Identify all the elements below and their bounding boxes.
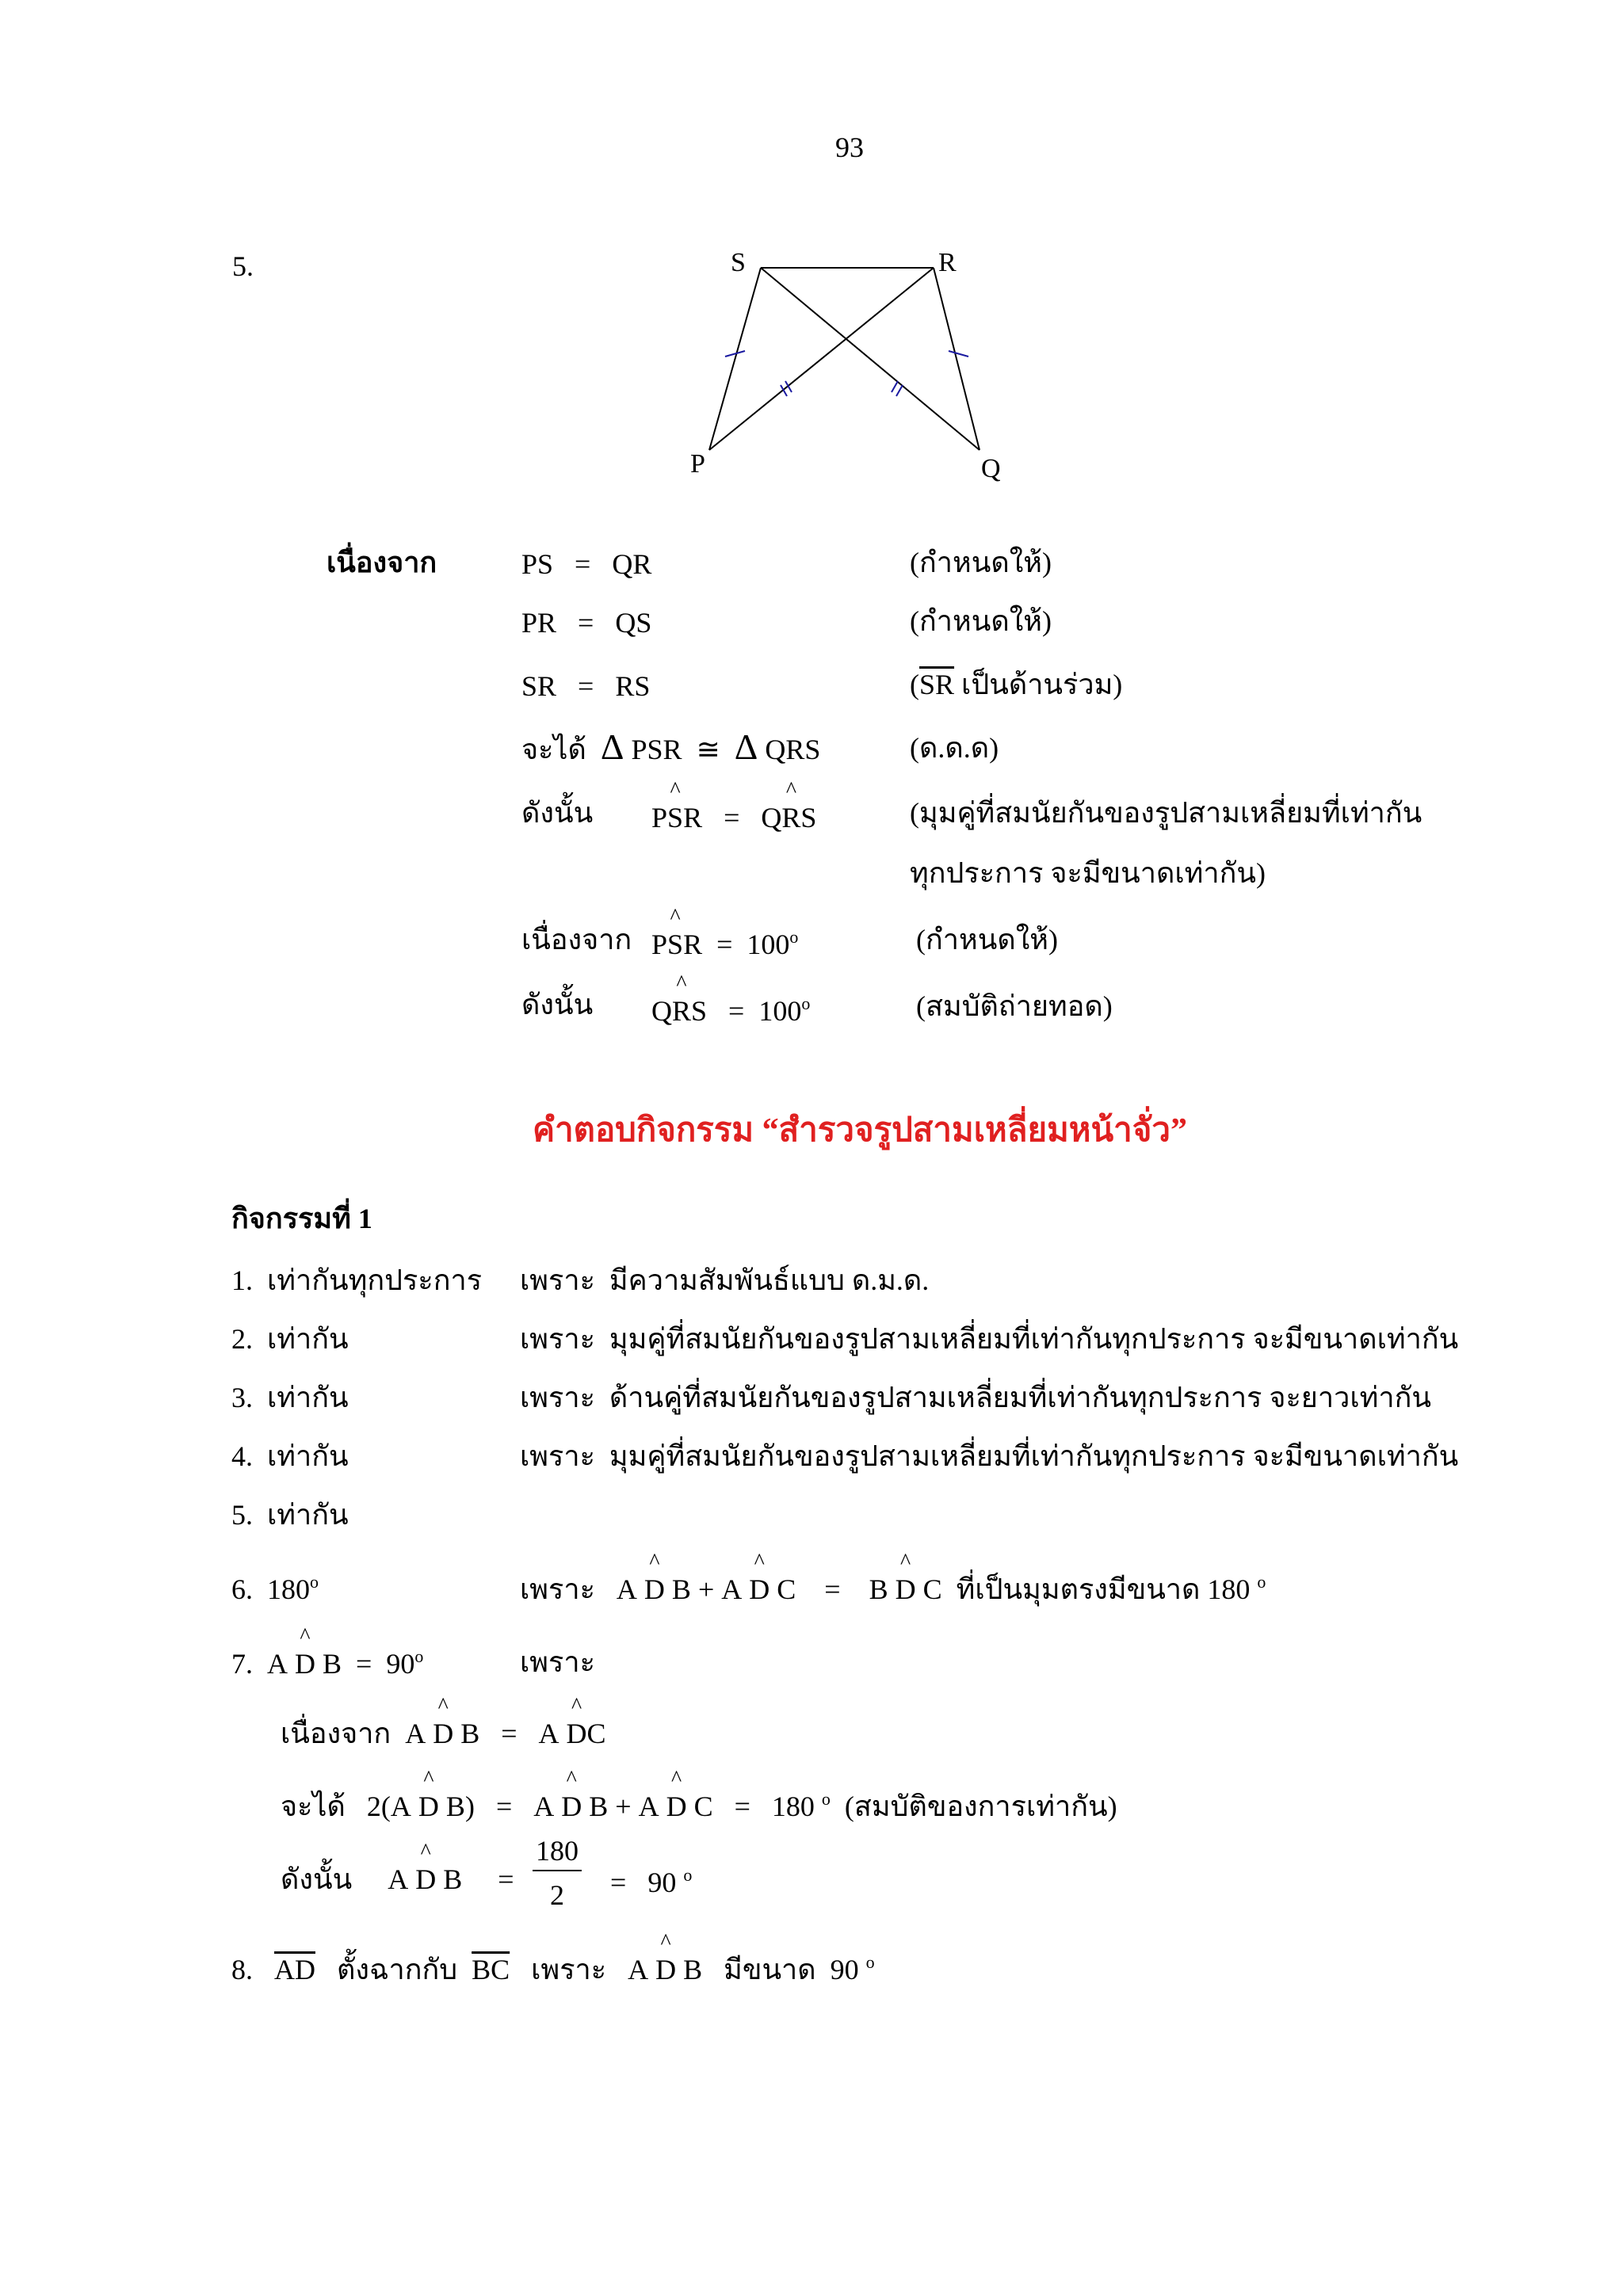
given-angle-label: เนื่องจาก [521,924,632,955]
segment-sq [761,268,980,450]
item-7-line-2: จะได้ 2(A ^ D B) = A ^ D B + A ^ D C = 180 $^o$ (สมบัติของการเท่ากัน) [281,1791,1117,1821]
item-3-reason: เพราะ ด้านคู่ที่สมนัยกันของรูปสามเหลี่ยมที่เท่ากันทุกประการ จะยาวเท่ากัน [520,1382,1431,1413]
segment-pr [709,268,934,450]
tick-rq [949,351,968,357]
item-5: 5. เท่ากัน [231,1499,349,1531]
section-title: คำตอบกิจกรรม “สำรวจรูปสามเหลี่ยมหน้าจั่ว” [533,1112,1187,1149]
item-7-result: = 90 $^o$ [610,1865,693,1898]
item-6: 6. 180$^o$ [231,1572,319,1605]
item-6-reason: เพราะ A ^ D B + A ^ D C = B ^ D C ที่เป็นมุมตรงมีขนาด 180 $^o$ [520,1573,1266,1604]
segment-bc: $\overline{BC}$ [472,1954,510,1985]
reason-corresponding-2: ทุกประการ จะมีขนาดเท่ากัน) [910,857,1266,889]
activity-heading: กิจกรรมที่ 1 [231,1203,372,1234]
item-2-reason: เพราะ มุมคู่ที่สมนัยกันของรูปสามเหลี่ยมที่เท่ากันทุกประการ จะมีขนาดเท่ากัน [520,1323,1459,1355]
because-label: เนื่องจาก [327,547,437,578]
page-number: 93 [835,132,864,163]
fraction [533,1836,582,1909]
so-label: ดังนั้น [521,797,594,829]
segment-ad: $\overline{AD}$ [274,1954,315,1985]
triangle-diagram [682,238,1014,491]
item-1-reason: เพราะ มีความสัมพันธ์แบบ ด.ม.ด. [520,1264,930,1296]
conclusion-angle: Q^ RS = 100$^o$ [651,995,810,1025]
reason-2: (กำหนดให้) [910,605,1052,637]
item-8: 8. $\overline{AD}$ ตั้งฉากกับ $\overline{BC}$ เพราะ A ^ D B มีขนาด 90 $^o$ [231,1954,875,1984]
row-sr: SR = RS [521,670,651,702]
tick-sq-1 [892,381,898,392]
congruence-line: จะได้ Δ PSR ≅ Δ QRS [521,727,821,767]
reason-1: (กำหนดให้) [910,547,1052,578]
segment-sr-symbol: $\overline{SR}$ [919,669,955,700]
item-3: 3. เท่ากัน [231,1382,349,1413]
label-r: R [938,248,957,277]
segment-ps [709,268,761,450]
angle-equality: P^ SR = Q^ RS [651,803,816,832]
label-q: Q [981,454,1001,483]
fraction-denominator: 2 [550,1879,564,1911]
row-ps: PS = QR [521,548,652,580]
item-4-reason: เพราะ มุมคู่ที่สมนัยกันของรูปสามเหลี่ยมที่เท่ากันทุกประการ จะมีขนาดเท่ากัน [520,1440,1459,1472]
item-1: 1. เท่ากันทุกประการ [231,1264,483,1296]
item-2: 2. เท่ากัน [231,1323,349,1355]
segment-rq [934,268,980,450]
given-angle: P^ SR = 100$^o$ [651,929,798,959]
item-7: 7. A ^ D B = 90$^o$ [231,1648,423,1678]
reason-transitive: (สมบัติถ่ายทอด) [916,990,1113,1022]
item-7-line-3: ดังนั้น A ^ D B = [281,1865,514,1894]
reason-sss: (ด.ด.ด) [910,732,999,764]
reason-given-3: (กำหนดให้) [916,924,1059,955]
fraction-numerator: 180 [533,1836,582,1871]
tick-sq-2 [896,385,903,396]
label-s: S [731,248,746,277]
reason-3: ($\overline{SR}$ เป็นด้านร่วม) [910,669,1123,700]
problem-number: 5. [232,250,254,282]
reason-corresponding-1: (มุมคู่ที่สมนัยกันของรูปสามเหลี่ยมที่เท่ากัน [910,797,1423,829]
label-p: P [690,449,705,479]
item-4: 4. เท่ากัน [231,1440,349,1472]
item-7-line-1: เนื่องจาก A ^ D B = A ^ DC [281,1719,606,1748]
conclusion-label: ดังนั้น [521,989,594,1020]
tick-ps [725,351,745,357]
row-pr: PR = QS [521,607,652,639]
item-7-because: เพราะ [520,1646,595,1678]
